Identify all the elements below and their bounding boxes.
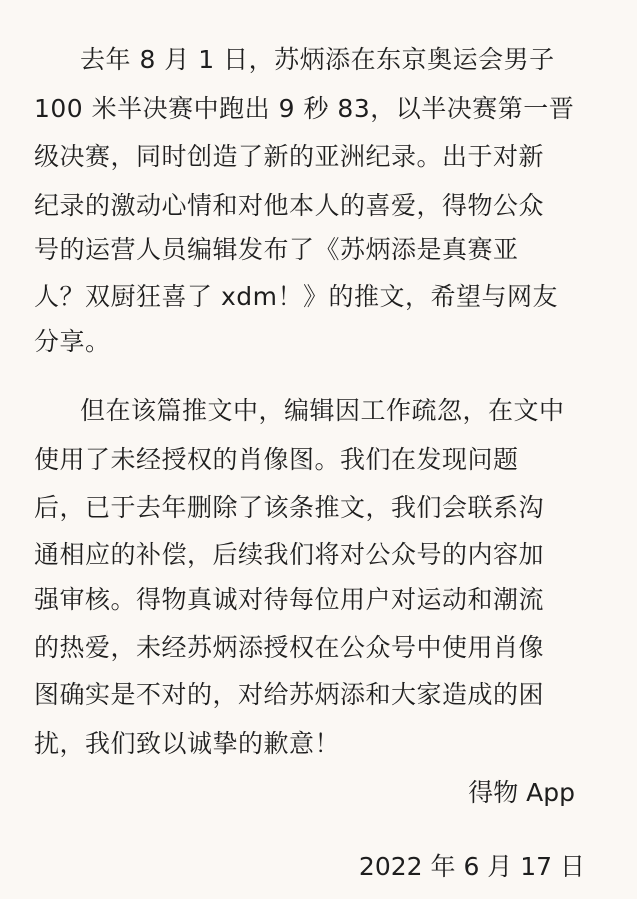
- paragraph-1-line-7: 分享。: [34, 327, 111, 356]
- paragraph-1-line-3: 级决赛，同时创造了新的亚洲纪录。出于对新: [34, 142, 545, 171]
- paragraph-1-line-2: 100 米半决赛中跑出 9 秒 83，以半决赛第一晋: [34, 94, 575, 123]
- paragraph-2-line-2: 使用了未经授权的肖像图。我们在发现问题: [34, 445, 519, 474]
- paragraph-2-line-8: 扰，我们致以诚挚的歉意！: [34, 729, 341, 758]
- paragraph-2-line-1: 但在该篇推文中，编辑因工作疏忽，在文中: [80, 396, 565, 425]
- signature: 得物 App: [468, 778, 575, 807]
- paragraph-2-line-4: 通相应的补偿，后续我们将对公众号的内容加: [34, 540, 545, 569]
- paragraph-1-line-6: 人？双厨狂喜了 xdm！》的推文，希望与网友: [34, 282, 558, 311]
- paragraph-2-line-3: 后，已于去年删除了该条推文，我们会联系沟: [34, 493, 545, 522]
- paragraph-2-line-7: 图确实是不对的，对给苏炳添和大家造成的困: [34, 680, 545, 709]
- paragraph-2-line-6: 的热爱，未经苏炳添授权在公众号中使用肖像: [34, 633, 545, 662]
- date: 2022 年 6 月 17 日: [358, 852, 585, 881]
- paragraph-1-line-4: 纪录的激动心情和对他本人的喜爱，得物公众: [34, 191, 545, 220]
- paragraph-1-line-1: 去年 8 月 1 日，苏炳添在东京奥运会男子: [80, 45, 555, 74]
- paragraph-1-line-5: 号的运营人员编辑发布了《苏炳添是真赛亚: [34, 235, 519, 264]
- paragraph-2-line-5: 强审核。得物真诚对待每位用户对运动和潮流: [34, 585, 545, 614]
